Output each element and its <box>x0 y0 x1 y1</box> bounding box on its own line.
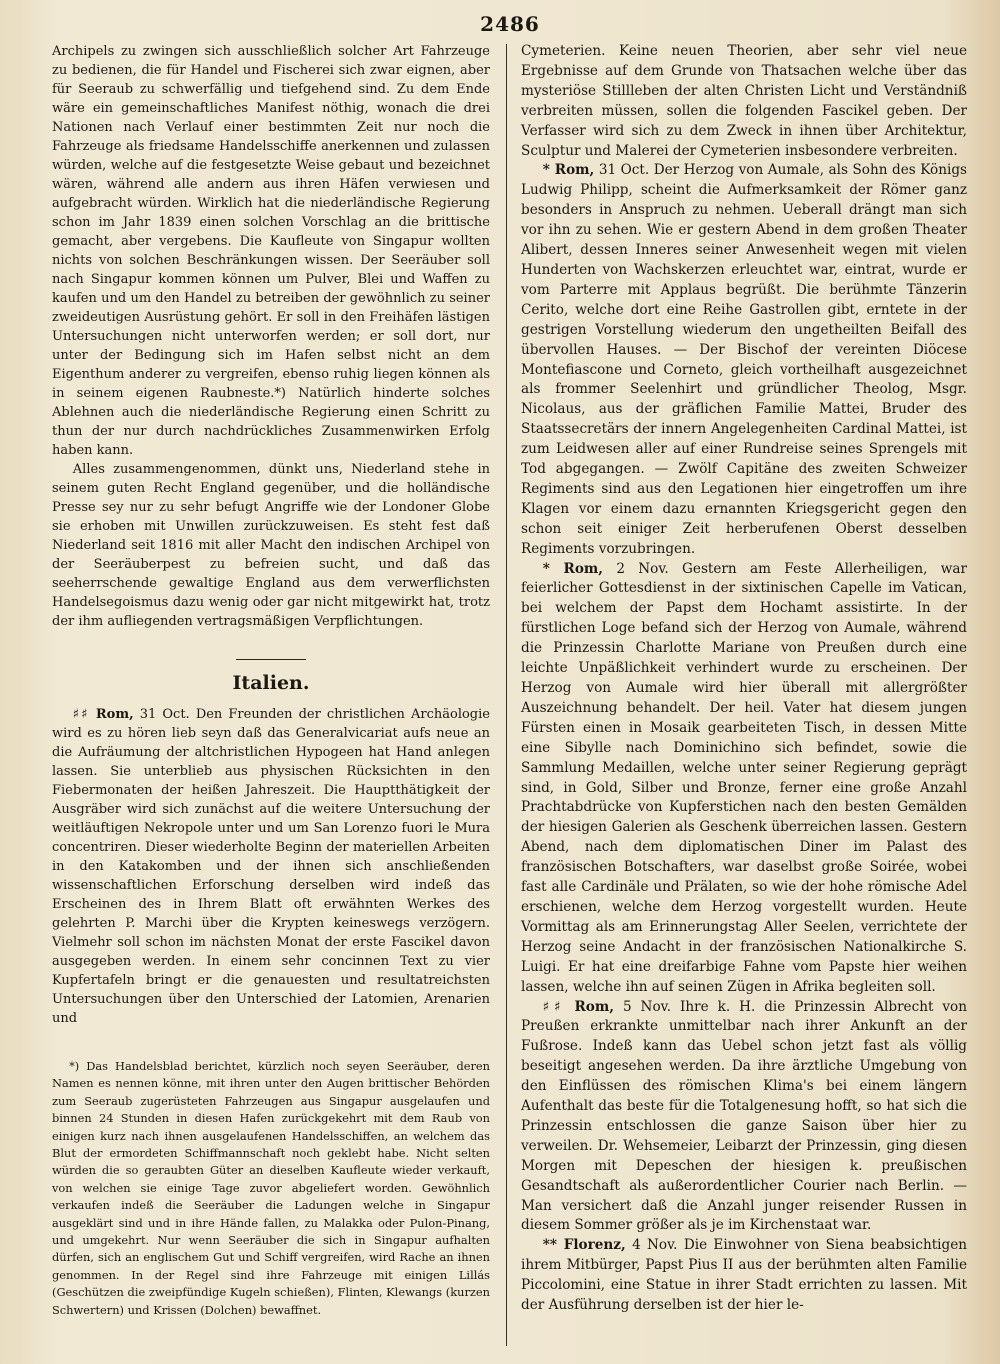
dateline-place: ** Florenz, <box>542 1237 626 1254</box>
news-item-text: Ihre k. H. die Prinzessin Albrecht von Preußen erkrankte unmittelbar nach ihrer Ankunft an der Fußrose. Indeß kann das Uebel schon jetzt fast als völlig beseitigt angesehen werden. Da ihre ärztliche Umgebung von den Einflüssen des römischen Klima's bei einem längern Aufenthalt das beste für die Totalgenesung hofft, so hat sich die Prinzessin entschlossen die ganze Saison über hier zu verweilen. Dr. Wehsemeier, Leibarzt der Prinzessin, ging diesen Morgen mit Depeschen der hiesigen k. preußischen Gesandtschaft als außerordentlicher Courier nach Berlin. — Man versichert daß die Anzahl junger reisender Russen in diesem Sommer größer als je im Kirchenstaat war. <box>521 998 968 1234</box>
dateline-date: 4 Nov. <box>632 1237 678 1254</box>
news-item-text: Gestern am Feste Allerheiligen, war feierlicher Gottesdienst in der sixtinischen Capelle im Vatican, bei welchem der Papst dem Hochamt assistirte. In der fürstlichen Loge befand sich der Herzog von Aumale, während die Prinzessin Charlotte Mariane von Preußen durch eine leichte Unpäßlichkeit verhindert wurde zu erscheinen. Der Herzog von Aumale wird hier überall mit allergrößter Auszeichnung behandelt. Der heil. Vater hat diesem jungen Fürsten einen in Mosaik gearbeiteten Tisch, in dessen Mitte eine Sibylle nach Dominichino sich befindet, sowie die Sammlung Medaillen, welche unter seiner Regierung geprägt sind, in Gold, Silber und Bronze, ferner eine große Anzahl Prachtabdrücke von Kupferstichen nach den besten Gemälden der hiesigen Galerien als Geschenk überreichen lassen. Gestern Abend, nach dem diplomatischen Diner im Palast des französischen Botschafters, war daselbst große Soirée, wobei fast alle Cardinäle und Prälaten, so wie der hohe römische Adel erschienen, welche dem Herzog vorgestellt wurden. Heute Vormittag als am Erinnerungstag Aller Seelen, verrichtete der Herzog seine Andacht in der französischen Nationalkirche S. Luigi. Er hat eine dreifarbige Fahne vom Papste hier weihen lassen, welche ihn auf seinen Zügen in Afrika begleiten soll. <box>521 560 968 995</box>
news-item-text: Den Freunden der christlichen Archäologie wird es zu hören lieb seyn daß das Generalvicariat aufs neue an die Aufräumung der altchristlichen Hypogeen hat Hand anlegen lassen. Sie unterblieb aus physischen Rücksichten in den Fiebermonaten der heißen Jahreszeit. Die Hauptthätigkeit der Ausgräber wird sich zunächst auf die weitere Untersuchung der weitläuftigen Nekropole unter und um San Lorenzo fuori le Mura concentriren. Dieser wiederholte Beginn der materiellen Arbeiten in den Katakomben und der ihnen sich anschließenden wissenschaftlichen Erforschung derselben wird indeß das Erscheinen des in Ihrem Blatt oft erwähnten Werkes des gelehrten P. Marchi über die Krypten keineswegs verzögern. Vielmehr soll schon im nächsten Monat der erste Fascikel davon ausgegeben werden. In einem sehr concinnen Text zu vier Kupfertafeln bringt er die genauesten und resultatreichsten Untersuchungen über den Unterschied der Latomien, Arenarien und <box>52 707 490 1026</box>
dateline-place: ♯♯ Rom, <box>72 707 134 722</box>
footnote-text: *) Das Handelsblad berichtet, kürzlich noch seyen Seeräuber, deren Namen es nennen könne, mit ihren unter den Augen brittischer Behörden zum Seeraub zugerüsteten Fahrzeugen aus Singapur ausgelaufen und binnen 24 Stunden in diesen Hafen zurückgekehrt mit dem Raub von einigen kurz nach ihnen ausgelaufenen Handelsschiffen, an welchem das Blut der ermordeten Schiffmannschaft noch geklebt habe. Nicht selten würden die so geraubten Güter an dieselben Kaufleute wieder verkauft, von welchen sie einige Tage zuvor abgeliefert worden. Gewöhnlich verkaufen indeß die Seeräuber die Ladungen welche in Singapur ausgeklärt sind und in ihre Hände fallen, zu Malakka oder Pulon-Pinang, und umgekehrt. Nur wenn Seeräuber die sich in Singapur aufhalten dürfen, sich an englischem Gut und Schiff vergreifen, wird Rache an ihnen genommen. In der Regel sind ihre Fahrzeuge mit einigen Lillás (Geschützen die zweipfündige Kugeln schießen), Flinten, Klewangs (kurzen Schwertern) und Krissen (Dolchen) bewaffnet. <box>52 1059 490 1317</box>
dateline-date: 2 Nov. <box>616 560 669 577</box>
right-column <box>521 42 967 1316</box>
news-item-florenz <box>521 1236 967 1316</box>
page-number: 2486 <box>480 12 540 36</box>
dateline-date: 5 Nov. <box>622 998 672 1015</box>
column-divider <box>506 44 507 1346</box>
section-heading: Italien. <box>52 659 490 693</box>
news-item-rom-3 <box>521 998 967 1237</box>
article-paragraph: Cymeterien. Keine neuen Theorien, aber sehr viel neue Ergebnisse auf dem Grunde von Thatsachen welche über das mysteriöse Stillleben der alten Christen Licht und Verständniß verbreiten müssen, sollen die folgenden Fascikel geben. Der Verfasser wird sich zu dem Zweck in ihnen über Architektur, Sculptur und Malerei der Cymeterien insbesondere verbreiten. <box>521 43 967 159</box>
dateline-date: 31 Oct. <box>598 162 650 179</box>
left-column <box>52 42 490 1319</box>
footnote <box>52 1058 490 1319</box>
news-item-text: Der Herzog von Aumale, als Sohn des Königs Ludwig Philipp, scheint die Aufmerksamkeit der Römer ganz besonders in Anspruch zu nehmen. Ueberall drängt man sich vor ihn zu sehen. Wie er gestern Abend in dem großen Theater Alibert, dessen Inneres seiner Anwesenheit wegen mit vielen Hunderten von Wachskerzen erleuchtet war, eintrat, wurde er vom Parterre mit Applaus begrüßt. Die berühmte Tänzerin Cerito, welche dort eine Reihe Gastrollen gibt, erntete in der gestrigen Vorstellung wiederum den ungetheilten Beifall des übervollen Hauses. — Der Bischof der vereinten Diöcese Montefiascone und Corneto, gleich vortheilhaft ausgezeichnet als frommer Seelenhirt und gründlicher Theolog, Msgr. Nicolaus, aus der gräflichen Familie Mattei, Bruder des Staatssecretärs der innern Angelegenheiten Cardinal Mattei, ist zum Leidwesen aller auf einer Rundreise seines Sprengels mit Tod abgegangen. — Zwölf Capitäne des zweiten Schweizer Regiments sind aus den Legationen hier eingetroffen um ihre Klagen vor einem dazu ernannten Kriegsgericht gegen den schon seit einiger Zeit herberufenen Oberst desselben Regiments vorzubringen. <box>521 162 968 557</box>
article-paragraph: Alles zusammengenommen, dünkt uns, Niederland stehe in seinem guten Recht England gegenüber, und die holländische Presse sey nur zu sehr befugt Angriffe wie der Londoner Globe sie erhoben mit Unwillen zurückzuweisen. Es steht fest daß Niederland seit 1816 mit aller Macht den indischen Archipel von der Seeräuberpest zu befreien sucht, und daß das seeherrschende gewaltige England aus dem verwerflichsten Handelsegoismus dazu wenig oder gar nicht mitgewirkt hat, trotz der ihm aufliegenden vertragsmäßigen Verpflichtungen. <box>52 462 490 629</box>
news-item-text: Die Einwohner von Siena beabsichtigen ihrem Mitbürger, Papst Pius II aus der berühmten alten Familie Piccolomini, eine Statue in ihrer Stadt errichten zu lassen. Mit der Ausführung derselben ist der hier le- <box>521 1237 968 1314</box>
dateline-date: 31 Oct. <box>139 707 190 722</box>
news-item-rom <box>52 705 490 1028</box>
dateline-place: ♯♯ Rom, <box>542 998 614 1015</box>
dateline-place: * Rom, <box>542 560 604 577</box>
article-paragraph: Archipels zu zwingen sich ausschließlich solcher Art Fahrzeuge zu bedienen, die für Handel und Fischerei sich zwar eignen, aber für Seeraub zu schwerfällig und tiefgehend sind. Zu dem Ende wäre ein gemeinschaftliches Manifest nöthig, wonach die drei Nationen nach Verlauf einer bestimmten Zeit nur noch die Fahrzeuge als friedsame Handelsschiffe anerkennen und zulassen würden, welche auf die festgesetzte Weise gebaut und bezeichnet wären, während alle andern aus ihren Häfen verwiesen und aufgebracht würden. Wirklich hat die niederländische Regierung schon im Jahr 1839 einen solchen Vorschlag an die brittische gemacht, aber vergebens. Die Kaufleute von Singapur wollten nichts von solchen Beschränkungen wissen. Der Seeräuber soll nach Singapur kommen können um Pulver, Blei und Waffen zu kaufen und um den Handel zu betreiben der gewöhnlich zu seiner zweideutigen Ausrüstung gehört. Er soll in den Freihäfen lästigen Untersuchungen nicht unterworfen werden; er soll dort, nur unter der Bedingung sich im Hafen selbst nicht an dem Eigenthum anderer zu vergreifen, ebenso ruhig liegen können als in seinem eigenen Raubneste.*) Natürlich hinderte solches Ablehnen auch die niederländische Regierung einen Schritt zu thun der nur durch nachdrückliches Zusammenwirken Erfolg haben kann. <box>52 44 490 458</box>
dateline-place: * Rom, <box>542 162 595 179</box>
news-item-rom-2 <box>521 560 967 998</box>
news-item-rom-1 <box>521 161 967 559</box>
